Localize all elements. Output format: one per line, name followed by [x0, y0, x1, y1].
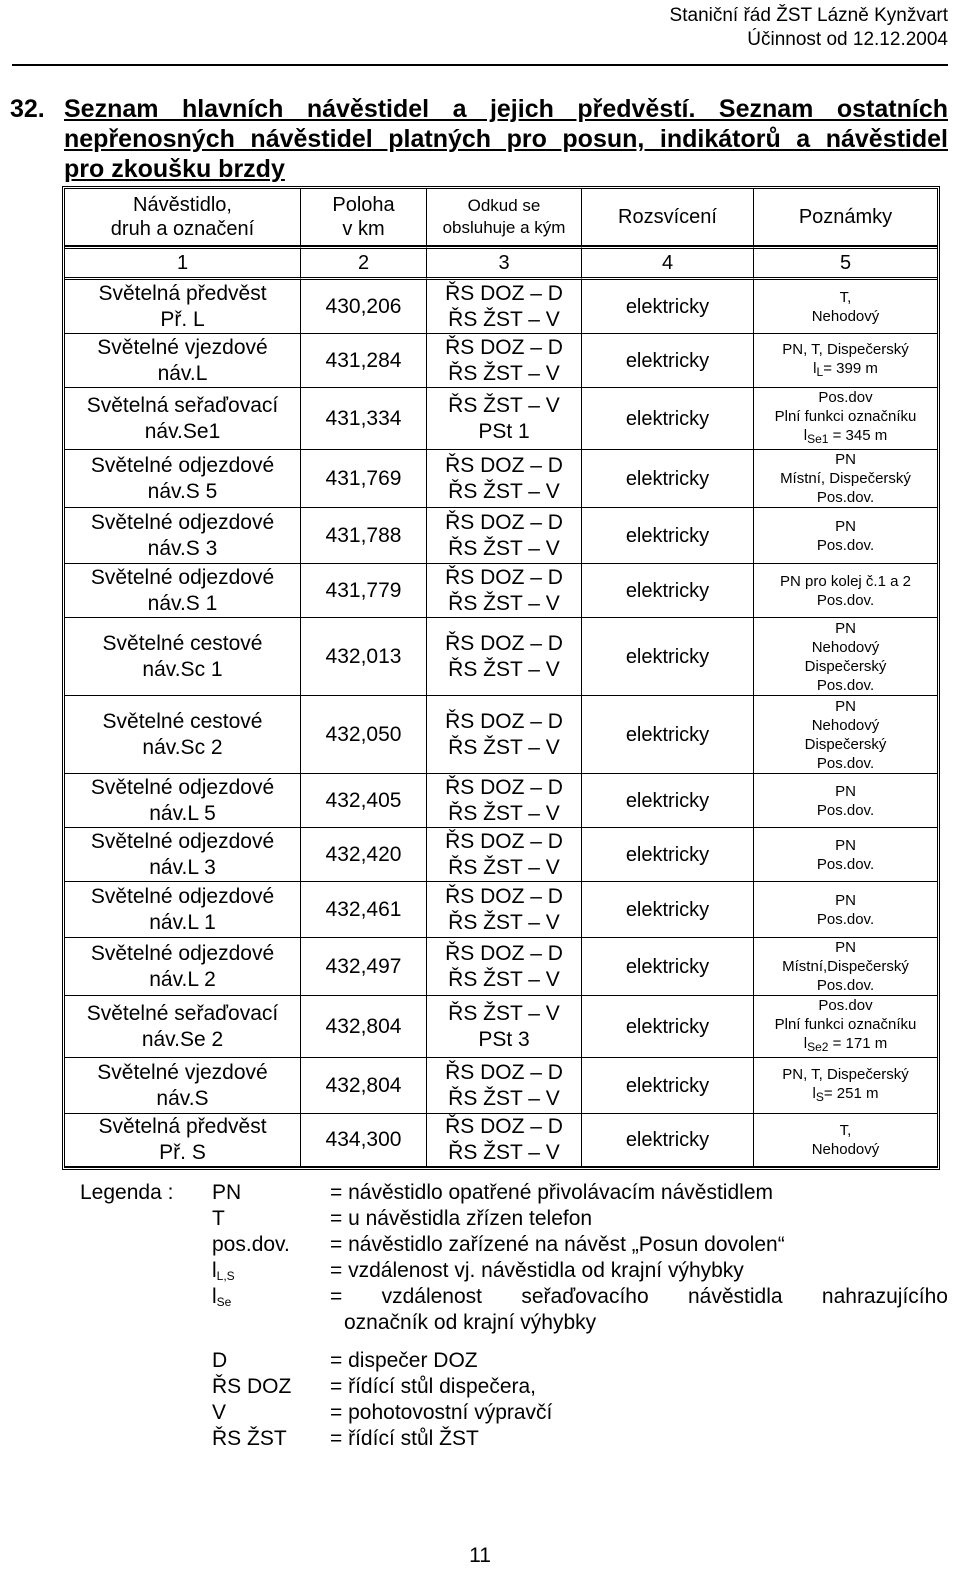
operated-from-line: ŘS DOZ – D: [445, 1060, 563, 1084]
lighting-cell: elektricky: [582, 696, 754, 774]
notes-cell: [754, 828, 937, 882]
operated-from-line: ŘS ŽST – V: [448, 536, 560, 560]
header-operated-from-line: Odkud se: [467, 196, 541, 215]
position-km-cell: 431,788: [301, 508, 427, 564]
signal-name-line: náv.Se 2: [141, 1027, 224, 1051]
signal-name-line: Světelné odjezdové: [90, 884, 275, 908]
signal-name-line: náv.S 3: [147, 536, 218, 560]
legend-key: ŘS DOZ: [212, 1375, 292, 1398]
signals-table: [62, 186, 940, 1170]
table-row: [65, 564, 937, 618]
notes-line: Plní funkci označníku: [774, 408, 917, 425]
lighting-cell: elektricky: [582, 388, 754, 450]
legend-item: [80, 1258, 950, 1284]
lighting-cell: elektricky: [582, 828, 754, 882]
column-number-row: [65, 246, 937, 280]
section-title-line3: pro zkoušku brzdy: [64, 155, 285, 183]
signal-name-line: Světelné odjezdové: [90, 775, 275, 799]
section-title-line2: nepřenosných návěstidel platných pro posun, indikátorů a návěstidel: [64, 125, 948, 153]
notes-line: Nehodový: [811, 1141, 880, 1158]
signal-name-line: Světelné vjezdové: [97, 1060, 268, 1084]
operated-from-line: ŘS ŽST – V: [448, 967, 560, 991]
notes-line: PN: [835, 891, 856, 909]
notes-line: PN pro kolej č.1 a 2: [780, 572, 911, 590]
position-km-cell: 431,769: [301, 450, 427, 508]
operated-from-cell: [427, 882, 582, 938]
notes-line: Místní,Dispečerský: [782, 958, 909, 975]
signal-name-cell: [65, 280, 301, 334]
table-row: [65, 450, 937, 508]
signal-name-line: Světelné vjezdové: [97, 335, 268, 359]
header-effective-date: Účinnost od 12.12.2004: [747, 29, 948, 50]
operated-from-cell: [427, 618, 582, 696]
legend: [80, 1180, 950, 1452]
signal-name-cell: [65, 882, 301, 938]
legend-item: [80, 1284, 950, 1310]
column-number: 2: [301, 246, 427, 280]
notes-line: Pos.dov.: [816, 977, 875, 994]
notes-line: Pos.dov.: [816, 591, 875, 609]
legend-key: $l_{Se}$: [212, 1285, 232, 1309]
operated-from-cell: [427, 388, 582, 450]
notes-cell: [754, 388, 937, 450]
signal-name-line: Světelné odjezdové: [90, 510, 275, 534]
notes-line: Pos.dov.: [816, 801, 875, 819]
notes-line: PN: [835, 939, 856, 956]
position-km-cell: 432,405: [301, 774, 427, 828]
legend-value: = u návěstidla zřízen telefon: [330, 1207, 593, 1230]
signal-name-line: Světelná předvěst: [98, 281, 267, 305]
notes-line: Nehodový: [811, 716, 880, 734]
notes-line: Pos.dov.: [816, 754, 875, 772]
legend-value: = vzdálenost vj. návěstidla od krajní výhybky: [330, 1259, 744, 1282]
signal-name-line: Světelné odjezdové: [90, 453, 275, 477]
legend-value: = návěstidlo opatřené přivolávacím návěstidlem: [330, 1181, 773, 1204]
operated-from-line: ŘS DOZ – D: [445, 281, 563, 305]
position-km-cell: 432,497: [301, 938, 427, 996]
notes-line: Nehodový: [811, 638, 880, 656]
signal-name-line: Světelné cestové: [102, 631, 263, 655]
notes-line: Dispečerský: [804, 657, 887, 675]
notes-cell: [754, 696, 937, 774]
operated-from-line: PSt 3: [478, 1027, 530, 1051]
operated-from-line: ŘS DOZ – D: [445, 709, 563, 733]
notes-cell: [754, 774, 937, 828]
legend-value: = návěstidlo zařízené na návěst „Posun dovolen“: [330, 1233, 785, 1256]
signal-name-cell: [65, 508, 301, 564]
lighting-cell: elektricky: [582, 450, 754, 508]
signal-name-line: náv.Se1: [144, 419, 221, 443]
notes-cell: [754, 508, 937, 564]
operated-from-line: ŘS ŽST – V: [448, 801, 560, 825]
notes-cell: [754, 1114, 937, 1167]
operated-from-line: ŘS ŽST – V: [448, 1001, 560, 1025]
notes-cell: [754, 996, 937, 1058]
notes-line: PN: [835, 619, 856, 637]
operated-from-line: ŘS DOZ – D: [445, 884, 563, 908]
legend-value: = pohotovostní výpravčí: [330, 1401, 553, 1424]
document-header: [670, 4, 948, 52]
signal-name-line: Př. S: [159, 1141, 206, 1164]
signal-name-line: Př. L: [160, 307, 205, 331]
operated-from-cell: [427, 450, 582, 508]
signal-name-line: náv.Sc 1: [142, 657, 223, 681]
notes-cell: [754, 334, 937, 388]
notes-line: $l_L= 399$ m: [813, 359, 878, 379]
header-lighting-line: Rozsvícení: [618, 206, 717, 228]
signals-table-body: [65, 189, 937, 1167]
header-position-line: Poloha: [332, 194, 395, 216]
operated-from-line: ŘS ŽST – V: [448, 479, 560, 503]
signal-name-line: Světelné cestové: [102, 709, 263, 733]
lighting-cell: elektricky: [582, 618, 754, 696]
signal-name-line: Světelné odjezdové: [90, 565, 275, 589]
operated-from-line: ŘS ŽST – V: [448, 657, 560, 681]
header-station: Staniční řád ŽST Lázně Kynžvart: [669, 5, 948, 26]
column-number: 5: [754, 246, 937, 280]
legend-item: [80, 1400, 950, 1426]
operated-from-line: ŘS DOZ – D: [445, 941, 563, 965]
operated-from-cell: [427, 508, 582, 564]
operated-from-cell: [427, 938, 582, 996]
legend-key: $l_{L,S}$: [212, 1259, 235, 1283]
column-number: 3: [427, 246, 582, 280]
table-row: [65, 996, 937, 1058]
legend-item: [80, 1180, 950, 1206]
notes-line: PN: [835, 517, 856, 535]
signal-name-line: náv.L 3: [149, 855, 216, 879]
notes-line: $l_{Se1} = 345$ m: [803, 427, 888, 446]
position-km-cell: 432,013: [301, 618, 427, 696]
notes-cell: [754, 450, 937, 508]
lighting-cell: elektricky: [582, 996, 754, 1058]
signal-name-line: náv.L 1: [149, 910, 216, 934]
legend-label: Legenda :: [80, 1181, 174, 1204]
section-title-line1: Seznam hlavních návěstidel a jejich předvěstí. Seznam ostatních: [64, 95, 948, 123]
table-row: [65, 696, 937, 774]
signal-name-line: Světelná seřaďovací: [86, 393, 279, 417]
position-km-cell: 432,420: [301, 828, 427, 882]
position-km-cell: 432,804: [301, 996, 427, 1058]
signal-name-line: náv.L 2: [149, 967, 216, 991]
notes-cell: [754, 280, 937, 334]
signal-name-line: náv.L 5: [149, 801, 216, 825]
legend-value: = řídící stůl dispečera,: [330, 1375, 537, 1398]
notes-line: T,: [839, 1122, 852, 1139]
header-signal-line: Návěstidlo,: [133, 194, 232, 216]
signal-name-line: Světelná předvěst: [98, 1115, 267, 1138]
signal-name-cell: [65, 1114, 301, 1167]
operated-from-cell: [427, 774, 582, 828]
header-operated-from-line: obsluhuje a kým: [442, 218, 566, 237]
position-km-cell: 431,334: [301, 388, 427, 450]
position-km-cell: 430,206: [301, 280, 427, 334]
header-position-line: v km: [342, 218, 385, 240]
header-operated-from: [427, 189, 582, 246]
operated-from-line: ŘS ŽST – V: [448, 591, 560, 615]
operated-from-line: ŘS DOZ – D: [445, 335, 563, 359]
table-row: [65, 388, 937, 450]
notes-cell: [754, 938, 937, 996]
operated-from-line: ŘS ŽST – V: [448, 1141, 560, 1164]
notes-cell: [754, 882, 937, 938]
legend-key: PN: [212, 1181, 242, 1204]
operated-from-line: ŘS DOZ – D: [445, 1115, 563, 1138]
table-row: [65, 1058, 937, 1114]
operated-from-line: ŘS DOZ – D: [445, 565, 563, 589]
operated-from-cell: [427, 564, 582, 618]
operated-from-line: ŘS DOZ – D: [445, 829, 563, 853]
header-signal-line: druh a označení: [110, 218, 255, 240]
legend-key: D: [212, 1349, 228, 1372]
operated-from-line: ŘS ŽST – V: [448, 735, 560, 759]
signal-name-cell: [65, 828, 301, 882]
notes-cell: [754, 564, 937, 618]
operated-from-cell: [427, 696, 582, 774]
operated-from-cell: [427, 996, 582, 1058]
legend-key: ŘS ŽST: [212, 1427, 287, 1450]
notes-line: Pos.dov.: [816, 676, 875, 694]
operated-from-line: ŘS DOZ – D: [445, 631, 563, 655]
notes-line: PN: [835, 782, 856, 800]
lighting-cell: elektricky: [582, 938, 754, 996]
table-row: [65, 882, 937, 938]
column-number: 1: [65, 246, 301, 280]
signal-name-line: Světelné seřaďovací: [86, 1001, 279, 1025]
operated-from-line: ŘS DOZ – D: [445, 510, 563, 534]
notes-line: PN: [835, 451, 856, 468]
signal-name-line: náv.S: [156, 1086, 209, 1110]
lighting-cell: elektricky: [582, 334, 754, 388]
column-number: 4: [582, 246, 754, 280]
signal-name-line: náv.L: [157, 361, 208, 385]
header-row: [65, 189, 937, 246]
operated-from-line: PSt 1: [478, 419, 530, 443]
table-row: [65, 508, 937, 564]
notes-line: Pos.dov.: [816, 910, 875, 928]
table-row: [65, 280, 937, 334]
notes-line: PN: [835, 836, 856, 854]
legend-item: [80, 1206, 950, 1232]
operated-from-line: ŘS ŽST – V: [448, 393, 560, 417]
notes-line: Pos.dov.: [816, 489, 875, 506]
signal-name-cell: [65, 334, 301, 388]
operated-from-line: ŘS ŽST – V: [448, 307, 560, 331]
lighting-cell: elektricky: [582, 280, 754, 334]
notes-line: T,: [839, 288, 852, 306]
signal-name-line: Světelné odjezdové: [90, 941, 275, 965]
signal-name-cell: [65, 1058, 301, 1114]
legend-key: T: [212, 1207, 225, 1230]
lighting-cell: elektricky: [582, 1058, 754, 1114]
signal-name-line: náv.Sc 2: [142, 735, 223, 759]
operated-from-line: ŘS DOZ – D: [445, 453, 563, 477]
legend-value: = řídící stůl ŽST: [330, 1427, 479, 1450]
table-row: [65, 334, 937, 388]
position-km-cell: 432,461: [301, 882, 427, 938]
notes-line: Pos.dov.: [816, 855, 875, 873]
legend-value-cont: označník od krajní výhybky: [344, 1311, 597, 1334]
table-row: [65, 1114, 937, 1167]
notes-line: Nehodový: [811, 307, 880, 325]
lighting-cell: elektricky: [582, 774, 754, 828]
notes-line: Místní, Dispečerský: [780, 470, 911, 487]
table-row: [65, 774, 937, 828]
section-number: 32.: [10, 95, 45, 123]
lighting-cell: elektricky: [582, 508, 754, 564]
notes-line: $l_{Se2} = 171$ m: [803, 1035, 888, 1054]
header-signal: [65, 189, 301, 246]
legend-item: [80, 1348, 950, 1374]
notes-cell: [754, 1058, 937, 1114]
notes-line: Pos.dov: [818, 389, 873, 406]
operated-from-line: ŘS ŽST – V: [448, 910, 560, 934]
notes-line: Pos.dov.: [816, 536, 875, 554]
section-title: [10, 94, 948, 184]
operated-from-line: ŘS ŽST – V: [448, 855, 560, 879]
notes-line: Pos.dov: [818, 997, 873, 1014]
table-row: [65, 618, 937, 696]
legend-key: pos.dov.: [212, 1233, 290, 1256]
page-number: 11: [469, 1544, 491, 1567]
position-km-cell: 432,050: [301, 696, 427, 774]
header-notes-line: Poznámky: [798, 206, 893, 228]
signal-name-line: Světelné odjezdové: [90, 829, 275, 853]
signal-name-cell: [65, 564, 301, 618]
operated-from-cell: [427, 828, 582, 882]
table-row: [65, 938, 937, 996]
legend-value: = vzdálenost seřaďovacího návěstidla nahrazujícího: [330, 1285, 948, 1308]
header-notes: [754, 189, 937, 246]
legend-item: [80, 1426, 950, 1452]
position-km-cell: 431,284: [301, 334, 427, 388]
operated-from-cell: [427, 280, 582, 334]
legend-item: [80, 1374, 950, 1400]
operated-from-cell: [427, 1058, 582, 1114]
notes-line: PN: [835, 697, 856, 715]
operated-from-cell: [427, 334, 582, 388]
operated-from-line: ŘS ŽST – V: [448, 361, 560, 385]
signal-name-cell: [65, 696, 301, 774]
legend-value: = dispečer DOZ: [330, 1349, 478, 1372]
signal-name-line: náv.S 1: [147, 591, 218, 615]
operated-from-cell: [427, 1114, 582, 1167]
signal-name-cell: [65, 618, 301, 696]
signal-name-cell: [65, 388, 301, 450]
lighting-cell: elektricky: [582, 882, 754, 938]
notes-line: Dispečerský: [804, 735, 887, 753]
signal-name-cell: [65, 774, 301, 828]
header-rule: [12, 64, 948, 66]
signal-name-line: náv.S 5: [147, 479, 218, 503]
position-km-cell: 434,300: [301, 1114, 427, 1167]
notes-line: Plní funkci označníku: [774, 1016, 917, 1033]
operated-from-line: ŘS DOZ – D: [445, 775, 563, 799]
legend-key: V: [212, 1401, 227, 1424]
notes-line: $l_S= 251$ m: [812, 1084, 879, 1104]
table-row: [65, 828, 937, 882]
lighting-cell: elektricky: [582, 564, 754, 618]
signal-name-cell: [65, 450, 301, 508]
position-km-cell: 431,779: [301, 564, 427, 618]
header-lighting: [582, 189, 754, 246]
notes-line: PN, T, Dispečerský: [782, 340, 909, 358]
operated-from-line: ŘS ŽST – V: [448, 1086, 560, 1110]
legend-item-continuation: [80, 1310, 950, 1336]
signal-name-cell: [65, 938, 301, 996]
notes-line: PN, T, Dispečerský: [782, 1065, 909, 1083]
lighting-cell: elektricky: [582, 1114, 754, 1167]
position-km-cell: 432,804: [301, 1058, 427, 1114]
header-position: [301, 189, 427, 246]
notes-cell: [754, 618, 937, 696]
signal-name-cell: [65, 996, 301, 1058]
legend-item: [80, 1232, 950, 1258]
